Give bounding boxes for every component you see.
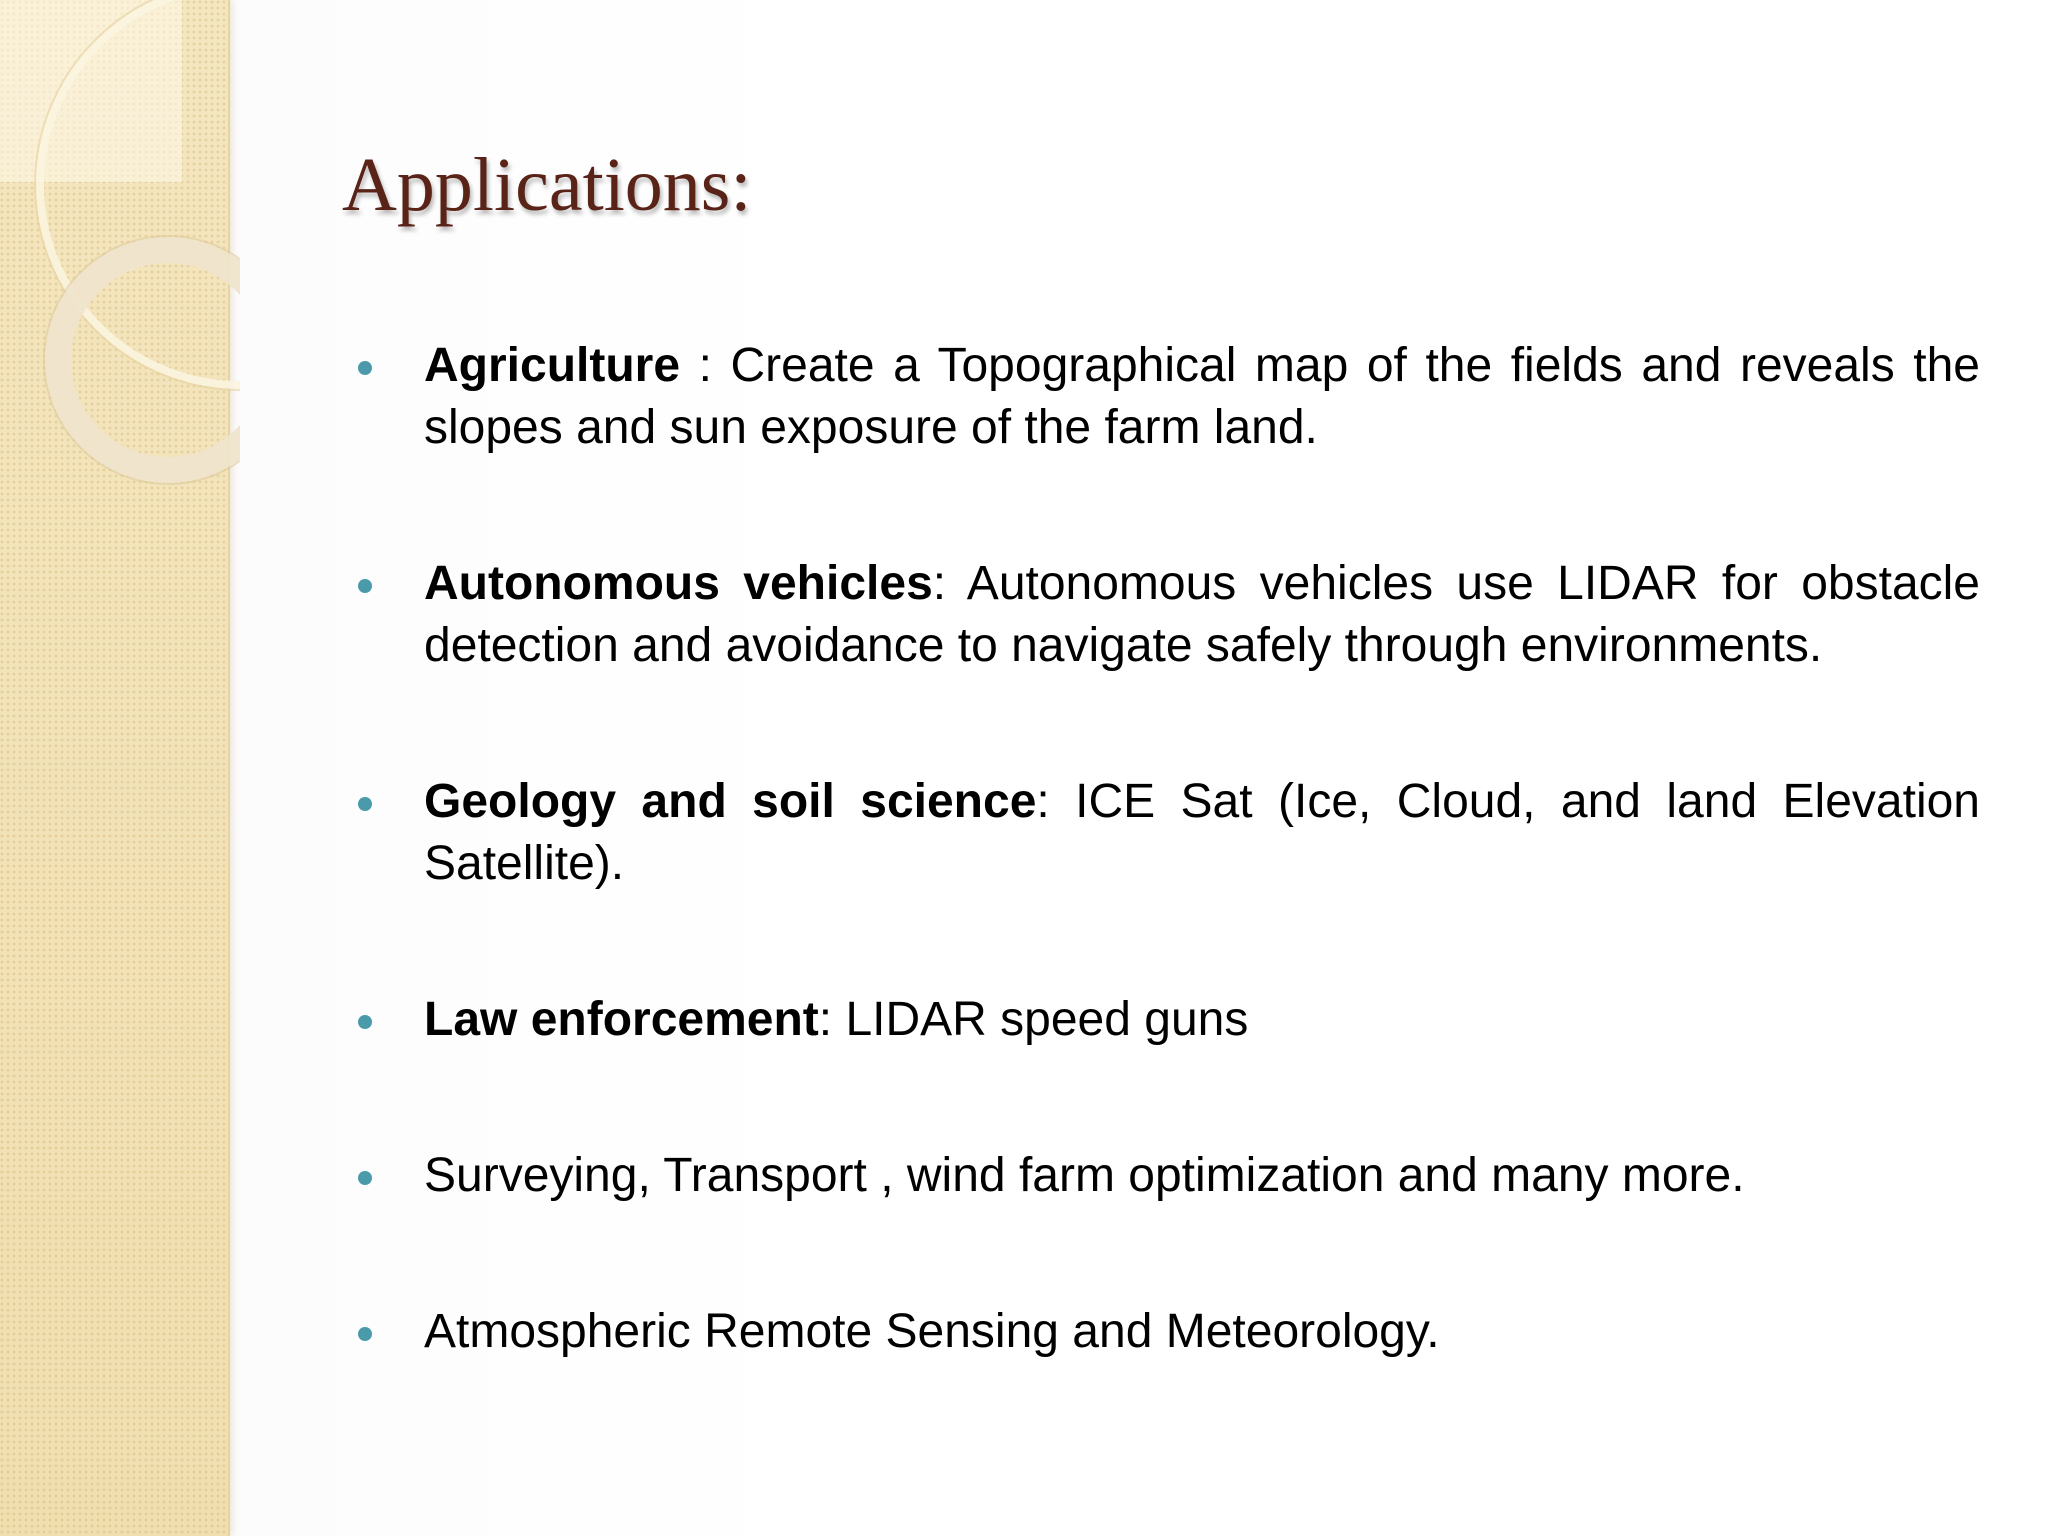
bullet-text: Atmospheric Remote Sensing and Meteorology. xyxy=(424,1305,1440,1358)
decorative-rings-icon xyxy=(0,0,240,520)
bullet-term: Geology and soil science xyxy=(424,775,1037,828)
bullet-item-atmospheric xyxy=(358,1301,1980,1363)
bullet-item-autonomous-vehicles xyxy=(358,553,1980,677)
bullet-text: : Create a Topographical map of the fields and reveals the slopes and sun exposure of the farm land. xyxy=(424,339,1980,454)
bullet-item-law-enforcement xyxy=(358,989,1980,1051)
bullet-text: Surveying, Transport , wind farm optimization and many more. xyxy=(424,1149,1745,1202)
bullet-dot-icon xyxy=(358,1171,372,1185)
bullet-list xyxy=(358,335,1980,1363)
bullet-dot-icon xyxy=(358,361,372,375)
bullet-dot-icon xyxy=(358,579,372,593)
bullet-dot-icon xyxy=(358,1015,372,1029)
bullet-text: : Autonomous vehicles use LIDAR for obstacle detection and avoidance to navigate safely through environments. xyxy=(424,557,1981,672)
bullet-dot-icon xyxy=(358,1327,372,1341)
bullet-item-agriculture xyxy=(358,335,1980,459)
bullet-dot-icon xyxy=(358,797,372,811)
bullet-term: Autonomous vehicles xyxy=(424,557,933,610)
bullet-term: Law enforcement xyxy=(424,993,819,1046)
bullet-text: : LIDAR speed guns xyxy=(818,993,1249,1046)
bullet-text: : ICE Sat (Ice, Cloud, and land Elevation Satellite). xyxy=(424,775,1980,890)
bullet-term: Agriculture xyxy=(424,339,681,392)
bullet-item-surveying xyxy=(358,1145,1980,1207)
slide-title: Applications: xyxy=(342,143,752,227)
bullet-item-geology xyxy=(358,771,1980,895)
